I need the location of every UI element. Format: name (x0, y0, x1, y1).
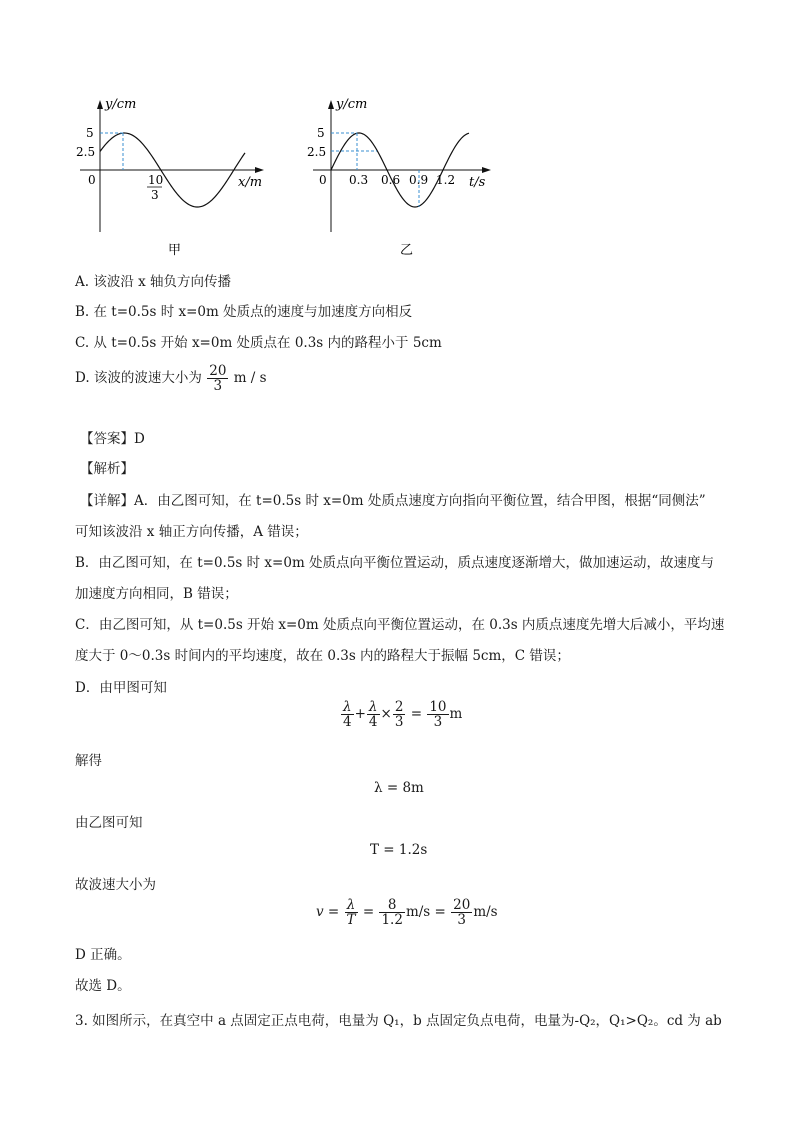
option-a: A. 该波沿 x 轴负方向传播 (75, 274, 232, 290)
x-tick-den: 3 (151, 188, 159, 202)
question-3: 3. 如图所示，在真空中 a 点固定正点电荷，电量为 Q₁，b 点固定负点电荷，电量为-Q₂，Q₁>Q₂。cd 为 ab (75, 1013, 722, 1029)
t-tick-0-9: 0.9 (409, 173, 429, 187)
figure-jia (70, 92, 270, 262)
option-d-unit: m / s (233, 370, 267, 387)
detail-line-7: D．由甲图可知 (75, 680, 167, 696)
option-d-text: D. 该波的波速大小为 (75, 370, 202, 387)
d-correct: D 正确。 (75, 947, 131, 963)
detail-line-5: C．由乙图可知，从 t=0.5s 开始 x=0m 处质点向平衡位置运动，在 0.3s 内质点速度先增大后减小，平均速 (75, 617, 725, 633)
option-d-fraction (207, 364, 228, 393)
detail-line-2: 可知该波沿 x 轴正方向传播，A 错误； (75, 524, 308, 540)
y-tick-2-5: 2.5 (76, 145, 96, 159)
origin-label: 0 (319, 173, 327, 187)
analysis-heading: 【解析】 (80, 461, 134, 477)
fraction-numerator: 20 (209, 363, 227, 379)
t-tick-0-3: 0.3 (349, 173, 369, 187)
option-d (75, 364, 267, 393)
y-tick-2-5: 2.5 (307, 145, 327, 159)
origin-label: 0 (88, 173, 96, 187)
detail-line-3: B．由乙图可知，在 t=0.5s 时 x=0m 处质点向平衡位置运动，质点速度逐渐增大，做加速运动，故速度与 (75, 555, 715, 571)
option-b: B. 在 t=0.5s 时 x=0m 处质点的速度与加速度方向相反 (75, 304, 413, 320)
choose-d: 故选 D。 (75, 978, 131, 994)
detail-line-1: 【详解】A．由乙图可知，在 t=0.5s 时 x=0m 处质点速度方向指向平衡位置，结合甲图，根据“同侧法” (80, 493, 706, 509)
y-axis-label: y/cm (336, 97, 368, 112)
y-tick-5: 5 (86, 126, 94, 140)
detail-line-4: 加速度方向相同，B 错误； (75, 586, 238, 602)
y-axis-label: y/cm (105, 97, 137, 112)
figure-yi (305, 92, 505, 262)
answer: 【答案】D (80, 431, 145, 447)
detail-line-6: 度大于 0～0.3s 时间内的平均速度，故在 0.3s 内的路程大于振幅 5cm，C 错误； (75, 648, 570, 664)
x-axis-label: x/m (238, 175, 263, 190)
figure-caption: 甲 (168, 243, 182, 258)
y-tick-5: 5 (317, 126, 325, 140)
x-axis-label: t/s (469, 175, 486, 190)
t-tick-1-2: 1.2 (436, 173, 456, 187)
solve-label: 解得 (75, 753, 102, 769)
fraction-denominator: 3 (213, 378, 223, 395)
figure-caption: 乙 (400, 243, 414, 258)
equation-wavelength: $\frac{\lambda}{4}$ + $\frac{\lambda}{4}$ × $\frac{2}{3}$ = $\frac{10}{3}$ m (343, 699, 463, 731)
x-tick-num: 10 (148, 173, 164, 187)
option-c: C. 从 t=0.5s 开始 x=0m 处质点在 0.3s 内的路程小于 5cm (75, 335, 442, 351)
equation-lambda: λ = 8m (374, 780, 424, 796)
equation-speed: v = $\frac{\lambda}{T}$ = $\frac{8}{1.2}$ m/s = $\frac{20}{3}$ m/s (316, 897, 498, 929)
t-tick-0-6: 0.6 (381, 173, 401, 187)
yi-label: 由乙图可知 (75, 815, 143, 831)
speed-label: 故波速大小为 (75, 877, 156, 893)
equation-period: T = 1.2s (370, 842, 428, 858)
